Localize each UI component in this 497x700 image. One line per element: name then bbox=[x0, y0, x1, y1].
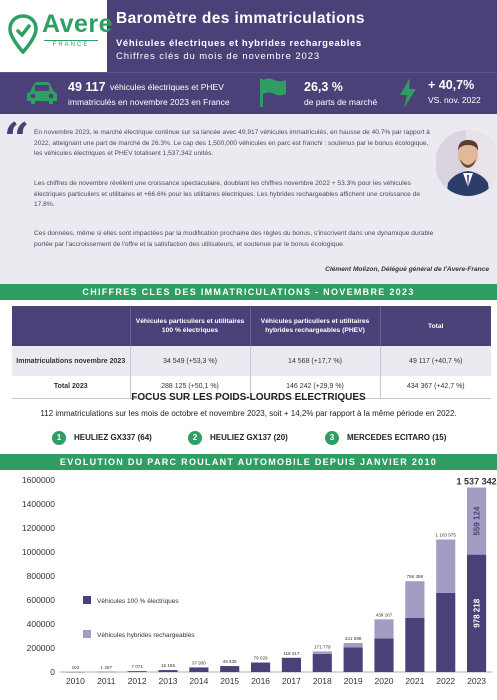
logo-country: FRANCE bbox=[44, 40, 98, 48]
speaker-photo bbox=[436, 127, 496, 201]
phev-bar bbox=[344, 643, 363, 647]
stat-ev-label-2: immatriculés en novembre 2023 en France bbox=[68, 97, 230, 107]
rank-label-2: HEULIEZ GX137 (20) bbox=[210, 433, 288, 442]
y-tick-label: 1000000 bbox=[21, 547, 55, 557]
total-data-label: 16 165 bbox=[160, 663, 176, 669]
bev-bar bbox=[405, 618, 424, 672]
x-tick-label: 2013 bbox=[158, 676, 178, 686]
rank-badge-3: 3 bbox=[325, 431, 339, 445]
page-subtitle-date: Chiffres clés du mois de novembre 2023 bbox=[116, 51, 321, 62]
table-row bbox=[12, 346, 491, 376]
legend-bev-label: Véhicules 100 % électriques bbox=[97, 598, 179, 605]
rank-label-1: HEULIEZ GX337 (64) bbox=[74, 433, 152, 442]
stat-market-share-label: de parts de marché bbox=[304, 97, 378, 107]
total-data-label: 439 167 bbox=[375, 612, 393, 618]
x-tick-label: 2011 bbox=[97, 676, 116, 686]
table-header-empty bbox=[12, 306, 130, 346]
bev-bar bbox=[282, 658, 301, 672]
total-data-label: 103 bbox=[71, 664, 80, 670]
total-data-label: 118 317 bbox=[283, 650, 300, 656]
logo-text: Avere bbox=[42, 10, 114, 38]
total-data-label: 1 297 bbox=[100, 664, 113, 670]
x-tick-label: 2014 bbox=[189, 676, 209, 686]
bev-bar bbox=[128, 671, 147, 672]
table-cell: 288 125 (+50,1 %) bbox=[130, 376, 250, 398]
phev-bar bbox=[436, 540, 455, 593]
row-label: Immatriculations novembre 2023 bbox=[12, 346, 130, 376]
page-subtitle: Véhicules électriques et hybrides rechargeables bbox=[116, 38, 362, 49]
phev-bar bbox=[405, 581, 424, 618]
row-label: Total 2023 bbox=[12, 376, 130, 398]
bev-bar bbox=[158, 670, 177, 672]
phev-bar bbox=[374, 619, 393, 638]
quote-mark: “ bbox=[4, 114, 30, 165]
bev-bar bbox=[251, 663, 270, 672]
table-cell: 14 568 (+17,7 %) bbox=[250, 346, 380, 376]
rank-badge-2: 2 bbox=[188, 431, 202, 445]
x-tick-label: 2020 bbox=[374, 676, 394, 686]
x-tick-label: 2023 bbox=[467, 676, 487, 686]
stat-market-share: 26,3 % bbox=[304, 80, 343, 94]
legend-phev-label: Véhicules hybrides rechargeables bbox=[97, 632, 195, 639]
stat-ev-label: véhicules électriques et PHEV bbox=[110, 82, 224, 92]
flag-icon bbox=[258, 77, 288, 109]
total-data-label: 171 779 bbox=[313, 644, 331, 650]
quote-paragraph-3: Ces données, même si elles sont impactées par la modification prochaine des règles du bonus, s'inscrivent dans une dynamique durable portée par l'accroissement de l'offre et la satisfaction des utilisateurs, et soutenue par le bonus écologique. bbox=[34, 230, 434, 248]
stat-ev-count: 49 117 bbox=[68, 80, 106, 94]
bev-bar bbox=[374, 638, 393, 672]
y-tick-label: 1400000 bbox=[21, 499, 55, 509]
page-title: Baromètre des immatriculations bbox=[116, 10, 365, 27]
logo bbox=[0, 0, 114, 72]
phev-inner-label: 559 124 bbox=[472, 506, 482, 536]
total-data-label: 241 598 bbox=[344, 636, 362, 642]
car-icon bbox=[26, 80, 58, 106]
fleet-chart bbox=[0, 470, 497, 700]
quote-paragraph-1: En novembre 2023, le marché électrique continue sur sa lancée avec 49,917 véhicules immatriculés, en hausse de 40.7% par rapport à 2022, atteignant une part de marché de 26.3%. Le cap des 1,500,000 véhicules en parc est franchi : soutenus par le bonus écologique, les véhicules électriques et PHEV totalisent 1,537,342 unités. bbox=[34, 129, 430, 158]
total-data-label: 756 398 bbox=[406, 574, 424, 580]
chart-banner: EVOLUTION DU PARC ROULANT AUTOMOBILE DEPUIS JANVIER 2010 bbox=[0, 454, 497, 470]
y-tick-label: 1600000 bbox=[21, 475, 55, 485]
lightning-icon bbox=[398, 77, 418, 109]
table-cell: 34 549 (+53,3 %) bbox=[130, 346, 250, 376]
bev-inner-label: 978 218 bbox=[472, 598, 482, 628]
stat-growth: + 40,7% bbox=[428, 78, 475, 92]
quote-signature: Clément Molizon, Délégué général de l'Avere-France bbox=[325, 266, 489, 273]
quote-paragraph-2: Les chiffres de novembre révèlent une croissance spectaculaire, doublant les chiffres novembre 2022 + 53.3% pour les véhicules électriques particuliers et utilitaires et +66.6% pour les utilitaires électriques. Les hybrides rechargeables affichent une croissance de 17.8%. bbox=[34, 180, 421, 209]
bev-bar bbox=[220, 666, 239, 672]
stat-growth-label: VS. nov. 2022 bbox=[428, 95, 481, 105]
bev-bar bbox=[189, 667, 208, 672]
table-cell: 49 117 (+40,7 %) bbox=[380, 346, 491, 376]
rank-label-3: MERCEDES ECITARO (15) bbox=[347, 433, 447, 442]
y-tick-label: 1200000 bbox=[21, 523, 55, 533]
table-cell: 434 367 (+42,7 %) bbox=[380, 376, 491, 398]
total-data-label: 1 537 342 bbox=[456, 476, 497, 487]
total-data-label: 7 071 bbox=[131, 664, 143, 670]
total-data-label: 79 029 bbox=[253, 655, 268, 661]
y-tick-label: 0 bbox=[50, 667, 55, 677]
table-header-total: Total bbox=[380, 306, 491, 346]
y-tick-label: 400000 bbox=[26, 619, 55, 629]
x-tick-label: 2019 bbox=[343, 676, 363, 686]
header-band bbox=[0, 0, 497, 72]
total-data-label: 49 635 bbox=[222, 659, 237, 665]
total-data-label: 37 930 bbox=[191, 660, 206, 666]
x-tick-label: 2017 bbox=[281, 676, 301, 686]
key-figures-banner: CHIFFRES CLES DES IMMATRICULATIONS - NOVEMBRE 2023 bbox=[0, 284, 497, 300]
y-tick-label: 800000 bbox=[26, 571, 55, 581]
table-cell: 146 242 (+29,9 %) bbox=[250, 376, 380, 398]
x-tick-label: 2018 bbox=[312, 676, 332, 686]
y-tick-label: 600000 bbox=[26, 595, 55, 605]
x-tick-label: 2022 bbox=[436, 676, 456, 686]
total-data-label: 1 103 975 bbox=[435, 532, 456, 538]
phev-bar bbox=[313, 651, 332, 653]
x-tick-label: 2015 bbox=[220, 676, 240, 686]
bev-bar bbox=[313, 654, 332, 672]
x-tick-label: 2016 bbox=[251, 676, 271, 686]
bev-bar bbox=[344, 647, 363, 672]
legend-phev-swatch bbox=[83, 630, 91, 638]
x-tick-label: 2021 bbox=[405, 676, 425, 686]
rank-badge-1: 1 bbox=[52, 431, 66, 445]
table-header-row bbox=[12, 306, 491, 346]
logo-pin-icon bbox=[8, 14, 38, 54]
key-stats-row bbox=[0, 72, 497, 114]
heavy-vehicles-text: 112 immatriculations sur les mois de octobre et novembre 2023, soit + 14,2% par rapport à la même période en 2022. bbox=[40, 409, 457, 418]
x-tick-label: 2012 bbox=[127, 676, 147, 686]
table-header-phev: Véhicules particuliers et utilitaires hybrides rechargeables (PHEV) bbox=[250, 306, 380, 346]
key-figures-table bbox=[12, 306, 491, 399]
heavy-vehicles-title: FOCUS SUR LES POIDS-LOURDS ELECTRIQUES bbox=[131, 392, 366, 403]
legend-bev-swatch bbox=[83, 596, 91, 604]
y-tick-label: 200000 bbox=[26, 643, 55, 653]
table-header-bev: Véhicules particuliers et utilitaires 100 % électriques bbox=[130, 306, 250, 346]
x-tick-label: 2010 bbox=[65, 676, 85, 686]
bev-bar bbox=[436, 593, 455, 672]
